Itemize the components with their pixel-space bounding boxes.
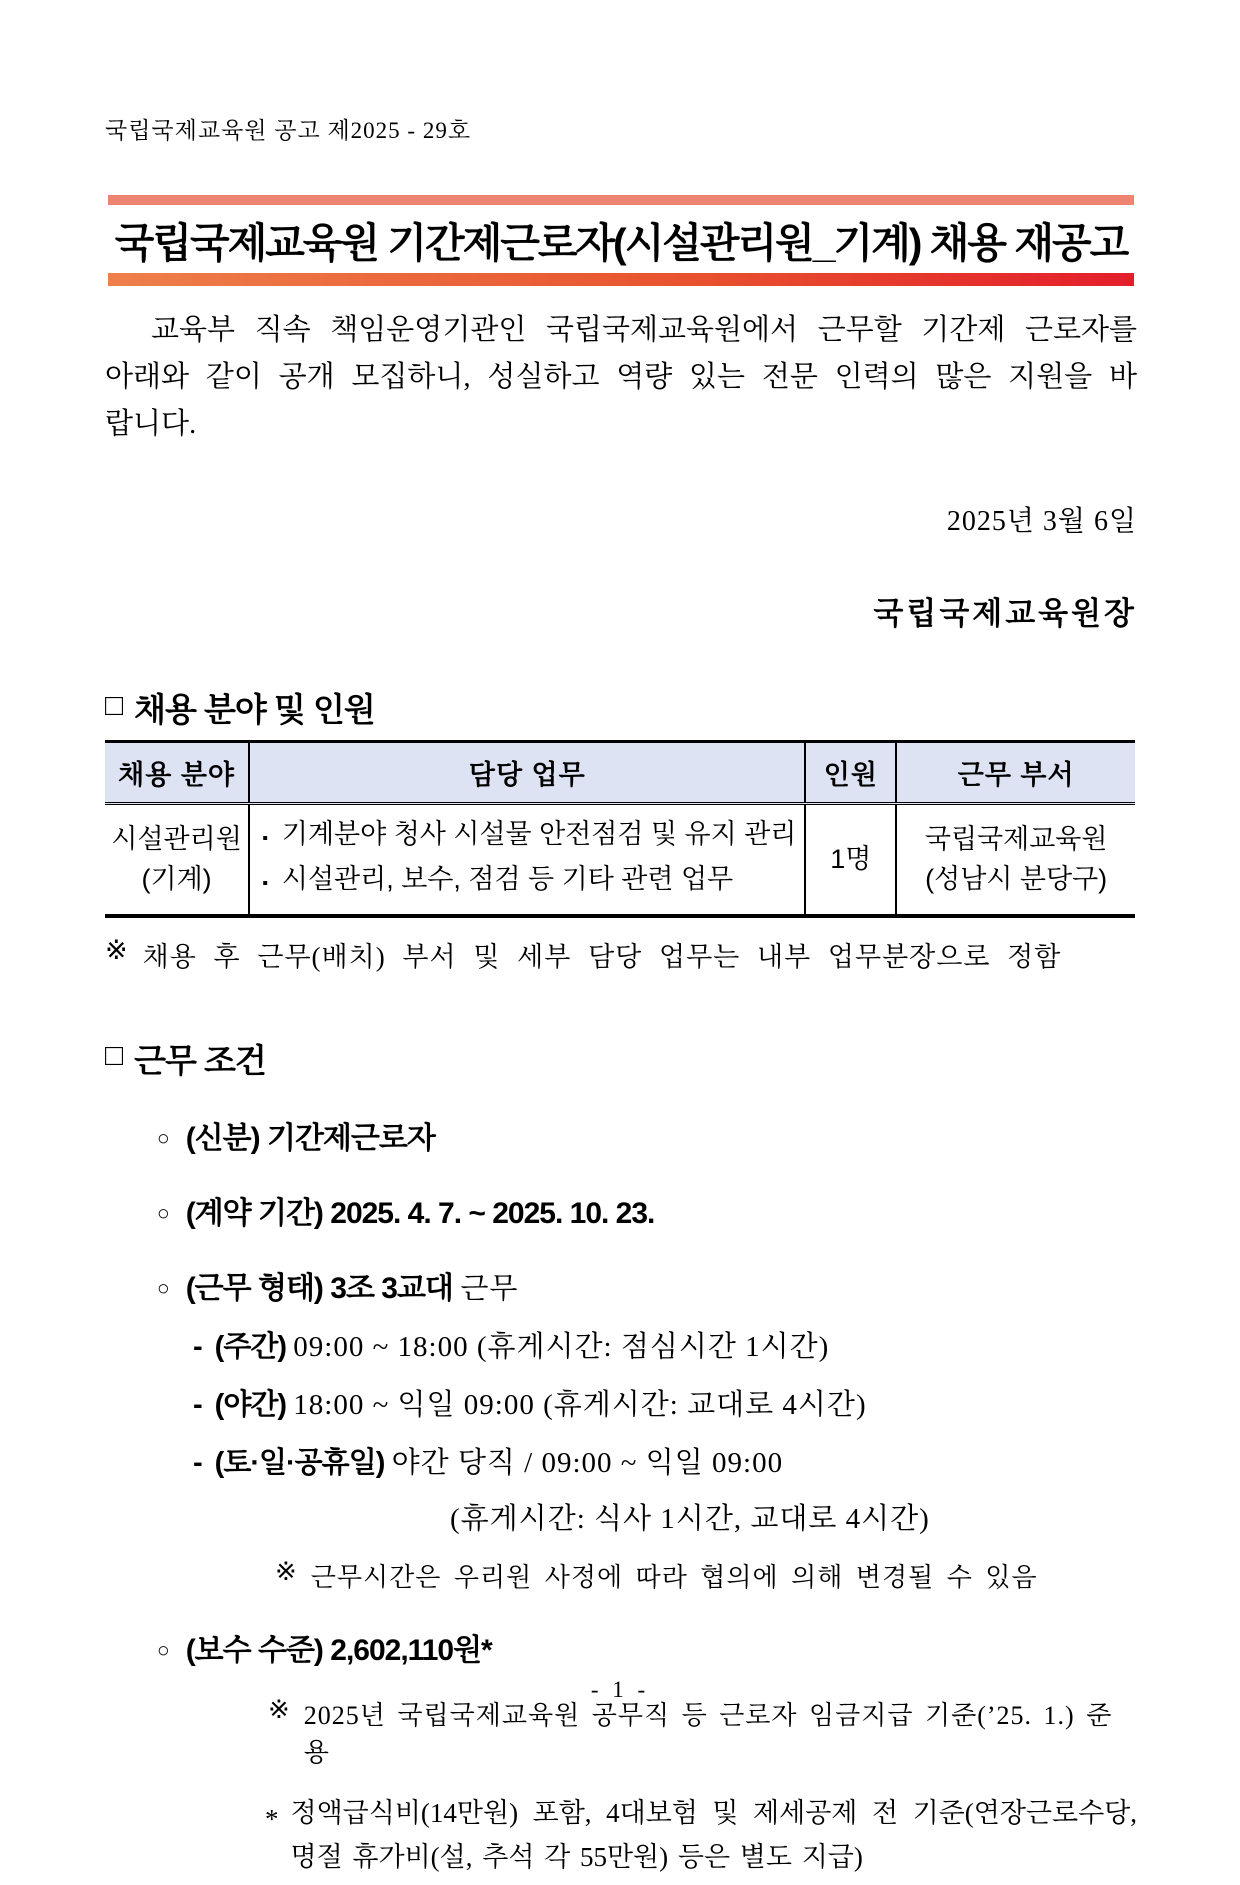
recruit-table	[105, 740, 1135, 918]
table-header-row	[105, 742, 1135, 804]
col-header-field: 채용 분야	[105, 742, 249, 804]
circle-bullet-icon: ○	[157, 1125, 170, 1150]
circle-bullet-icon: ○	[157, 1200, 170, 1225]
banner-bottom-bar	[108, 273, 1134, 286]
department-location: (성남시 분당구)	[925, 864, 1108, 895]
table-footnote	[105, 935, 1137, 974]
cell-department	[896, 804, 1135, 916]
work-hours-footnote	[275, 1557, 1137, 1594]
item-label: (신분) 기간제근로자	[185, 1121, 435, 1155]
pay-standard-footnote	[268, 1695, 1137, 1769]
square-bullet-icon: ▪	[262, 830, 268, 848]
reference-mark-icon: ※	[275, 1556, 298, 1586]
sub-item-day-shift	[193, 1324, 1137, 1365]
weekend-shift-continuation: (휴게시간: 식사 1시간, 교대로 4시간)	[450, 1502, 930, 1535]
sub-item-text: 09:00 ~ 18:00 (휴게시간: 점심시간 1시간)	[293, 1330, 830, 1363]
cell-headcount: 1명	[805, 804, 896, 916]
circle-bullet-icon: ○	[157, 1275, 170, 1300]
work-conditions-list	[105, 1113, 1137, 1879]
title-banner	[105, 195, 1137, 286]
announcement-date: 2025년 3월 6일	[946, 506, 1137, 537]
duty-text: 시설관리, 보수, 점검 등 기타 관련 업무	[281, 864, 734, 895]
item-label: (근무 형태) 3조 3교대	[185, 1271, 453, 1305]
item-label: (보수 수준) 2,602,110원*	[185, 1633, 492, 1667]
pay-detail-footnote-text: 정액급식비(14만원) 포함, 4대보험 및 제세공제 전 기준(연장근로수당, 명절 휴가비(설, 추석 각 55만원) 등은 별도 지급)	[290, 1797, 1137, 1872]
col-header-headcount: 인원	[805, 742, 896, 804]
sub-item-night-shift	[193, 1382, 1137, 1423]
col-header-department: 근무 부서	[896, 742, 1135, 804]
reference-mark-icon: ※	[268, 1694, 291, 1724]
field-detail: (기계)	[141, 864, 212, 895]
cell-field	[105, 804, 249, 916]
asterisk-icon: *	[265, 1803, 279, 1834]
section-heading-text: 근무 조건	[134, 1041, 266, 1079]
sub-item-label: (토·일·공휴일)	[214, 1446, 385, 1479]
dash-bullet-icon: -	[193, 1388, 203, 1421]
dash-bullet-icon: -	[193, 1330, 203, 1363]
intro-paragraph: 교육부 직속 책임운영기관인 국립국제교육원에서 근무할 기간제 근로자를 아래와 같이 공개 모집하니, 성실하고 역량 있는 전문 인력의 많은 지원을 바랍니다.	[105, 314, 1137, 440]
list-item-status	[157, 1113, 1137, 1157]
item-label: (계약 기간) 2025. 4. 7. ~ 2025. 10. 23.	[185, 1196, 655, 1230]
sub-item-text: 야간 당직 / 09:00 ~ 익일 09:00	[391, 1446, 784, 1479]
field-name: 시설관리원	[111, 824, 242, 855]
section-heading-text: 채용 분야 및 인원	[134, 691, 375, 728]
notice-number: 국립국제교육원 공고 제2025 - 29호	[105, 118, 472, 143]
table-row	[105, 804, 1135, 916]
banner-top-bar	[108, 195, 1134, 205]
sub-item-label: (야간)	[214, 1388, 287, 1421]
cell-duties	[249, 804, 805, 916]
list-item-pay-level	[157, 1625, 1137, 1669]
sub-item-label: (주간)	[214, 1330, 287, 1363]
reference-mark-icon: ※	[105, 934, 129, 965]
document-title: 국립국제교육원 기간제근로자(시설관리원_기계) 채용 재공고	[114, 220, 1128, 266]
duty-item	[262, 814, 796, 859]
square-bullet-icon: ▪	[262, 875, 268, 893]
col-header-duties: 담당 업무	[249, 742, 805, 804]
table-footnote-text: 채용 후 근무(배치) 부서 및 세부 담당 업무는 내부 업무분장으로 정함	[142, 941, 1062, 972]
section-heading-recruit-field	[105, 684, 1137, 731]
circle-bullet-icon: ○	[157, 1637, 170, 1662]
pay-detail-footnote	[265, 1791, 1137, 1879]
department-name: 국립국제교육원	[924, 824, 1108, 855]
section-heading-work-conditions	[105, 1035, 1137, 1082]
page-number: - 1 -	[590, 1677, 650, 1702]
sub-item-text: 18:00 ~ 익일 09:00 (휴게시간: 교대로 4시간)	[293, 1388, 867, 1421]
duty-text: 기계분야 청사 시설물 안전점검 및 유지 관리	[281, 819, 797, 850]
list-item-contract-period	[157, 1188, 1137, 1232]
work-hours-footnote-text: 근무시간은 우리원 사정에 따라 협의에 의해 변경될 수 있음	[310, 1562, 1038, 1592]
list-item-work-type	[157, 1263, 1137, 1307]
square-bullet-icon: □	[105, 688, 123, 722]
pay-standard-footnote-text: 2025년 국립국제교육원 공무직 등 근로자 임금지급 기준(’25. 1.) 준용	[303, 1700, 1113, 1767]
issuer-signature: 국립국제교육원장	[873, 596, 1137, 631]
duty-item	[262, 859, 796, 904]
item-text: 근무	[460, 1272, 519, 1305]
dash-bullet-icon: -	[193, 1446, 203, 1479]
sub-item-weekend-shift	[193, 1440, 1137, 1481]
square-bullet-icon: □	[105, 1039, 123, 1072]
